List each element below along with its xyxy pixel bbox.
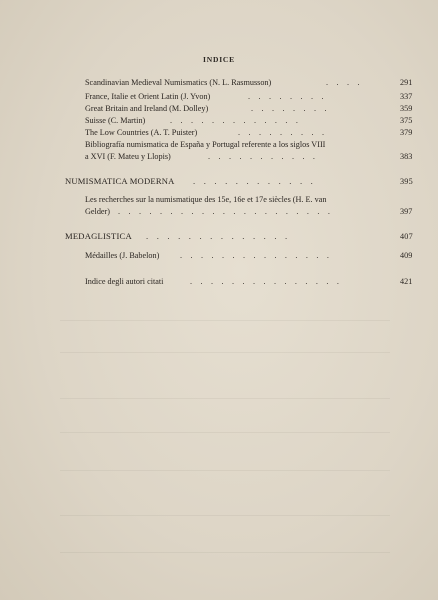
entry-page-number: 379: [400, 128, 413, 137]
entry-leader: . . . . . . . . . . . . .: [170, 116, 302, 125]
entry-text: Médailles (J. Babelon): [85, 251, 160, 260]
show-through-line: [60, 552, 390, 553]
entry-leader: . . . . . . . .: [251, 104, 330, 113]
entry-page-number: 421: [400, 277, 413, 286]
entry-text: a XVI (F. Mateu y Llopis): [85, 152, 171, 161]
entry-leader: . . . . . . . . . . . .: [193, 176, 317, 186]
entry-text: Bibliografía numismatica de España y Portugal referente a los siglos VIII: [85, 140, 326, 149]
show-through-line: [60, 470, 390, 471]
entry-page-number: 409: [400, 251, 413, 260]
index-title: INDICE: [203, 55, 235, 64]
entry-leader: . . . .: [326, 78, 363, 87]
show-through-line: [60, 320, 390, 321]
entry-text: Les recherches sur la numismatique des 15e, 16e et 17e siècles (H. E. van: [85, 195, 327, 204]
section-title: MEDAGLISTICA: [65, 231, 132, 241]
entry-page-number: 397: [400, 207, 413, 216]
entry-text: Scandinavian Medieval Numismatics (N. L. Rasmusson): [85, 78, 272, 87]
entry-leader: . . . . . . . . . . . . . . . . . . . . .: [118, 207, 334, 216]
show-through-line: [60, 352, 390, 353]
entry-page-number: 395: [400, 177, 413, 186]
entry-text: France, Italie et Orient Latin (J. Yvon): [85, 92, 211, 101]
entry-text: Indice degli autori citati: [85, 277, 164, 286]
section-title: NUMISMATICA MODERNA: [65, 176, 175, 186]
entry-text: Suisse (C. Martin): [85, 116, 146, 125]
entry-leader: . . . . . . . . .: [238, 128, 328, 137]
show-through-line: [60, 432, 390, 433]
entry-leader: . . . . . . . . . . . . . . .: [180, 251, 333, 260]
entry-page-number: 337: [400, 92, 413, 101]
entry-page-number: 291: [400, 78, 413, 87]
entry-leader: . . . . . . . . . . .: [208, 152, 319, 161]
entry-text: The Low Countries (A. T. Puister): [85, 128, 198, 137]
entry-page-number: 375: [400, 116, 413, 125]
entry-leader: . . . . . . . . . . . . . .: [146, 231, 291, 241]
entry-page-number: 407: [400, 232, 413, 241]
entry-page-number: 383: [400, 152, 413, 161]
entry-leader: . . . . . . . .: [248, 92, 327, 101]
show-through-line: [60, 515, 390, 516]
show-through-line: [60, 398, 390, 399]
entry-leader: . . . . . . . . . . . . . . .: [190, 277, 343, 286]
entry-page-number: 359: [400, 104, 413, 113]
entry-text: Gelder): [85, 207, 111, 216]
entry-text: Great Britain and Ireland (M. Dolley): [85, 104, 209, 113]
